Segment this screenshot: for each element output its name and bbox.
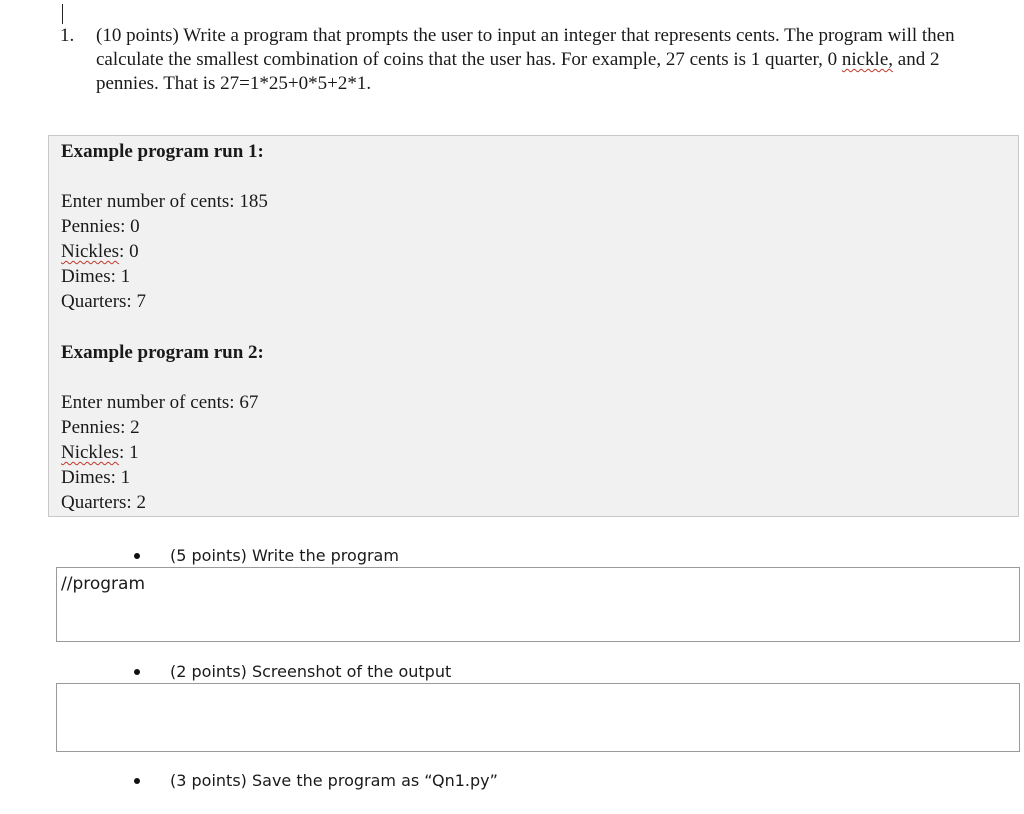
- example-runs-box: [48, 135, 1019, 517]
- task-2: [0, 661, 1024, 683]
- example-2-pennies: Pennies: 2: [61, 417, 140, 438]
- example-1-prompt: Enter number of cents: 185: [61, 191, 268, 212]
- spellcheck-word: nickle,: [841, 49, 894, 70]
- example-2-prompt: Enter number of cents: 67: [61, 392, 259, 413]
- task-3: [0, 770, 1024, 792]
- task-2-label: (2 points) Screenshot of the output: [170, 662, 452, 681]
- example-1-nickles-value: : 0: [119, 241, 139, 262]
- bullet-icon: [134, 553, 140, 559]
- task-3-label: (3 points) Save the program as “Qn1.py”: [170, 771, 498, 790]
- text-cursor: [62, 4, 63, 24]
- example-2-dimes: Dimes: 1: [61, 467, 131, 488]
- bullet-icon: [134, 669, 140, 675]
- example-1-nickles-label: Nickles: [61, 241, 120, 262]
- example-2-nickles-label: Nickles: [61, 442, 120, 463]
- task-1: [0, 545, 1024, 567]
- example-1-dimes: Dimes: 1: [61, 266, 131, 287]
- example-1-quarters: Quarters: 7: [61, 291, 146, 312]
- example-2-nickles-value: : 1: [119, 442, 139, 463]
- question-text-end: and 2 pennies. That is 27=1*25+0*5+2*1.: [96, 49, 940, 94]
- example-2-nickles: [61, 441, 139, 465]
- program-answer-text: //program: [61, 574, 146, 594]
- example-2-quarters: Quarters: 2: [61, 492, 146, 513]
- task-1-label: (5 points) Write the program: [170, 546, 399, 565]
- screenshot-answer-box[interactable]: [56, 683, 1020, 752]
- example-1-heading: Example program run 1:: [61, 141, 264, 162]
- example-2-heading: Example program run 2:: [61, 342, 264, 363]
- question-text-main: (10 points) Write a program that prompts the user to input an integer that represents cents. The program will then calculate the smallest combination of coins that the user has. For example, 27 cents is 1 quarter, 0: [96, 25, 955, 70]
- program-answer-box[interactable]: [56, 567, 1020, 642]
- question-number: 1.: [60, 25, 75, 46]
- bullet-icon: [134, 778, 140, 784]
- example-1-pennies: Pennies: 0: [61, 216, 140, 237]
- question-text: [96, 24, 1001, 96]
- example-1-nickles: [61, 240, 139, 264]
